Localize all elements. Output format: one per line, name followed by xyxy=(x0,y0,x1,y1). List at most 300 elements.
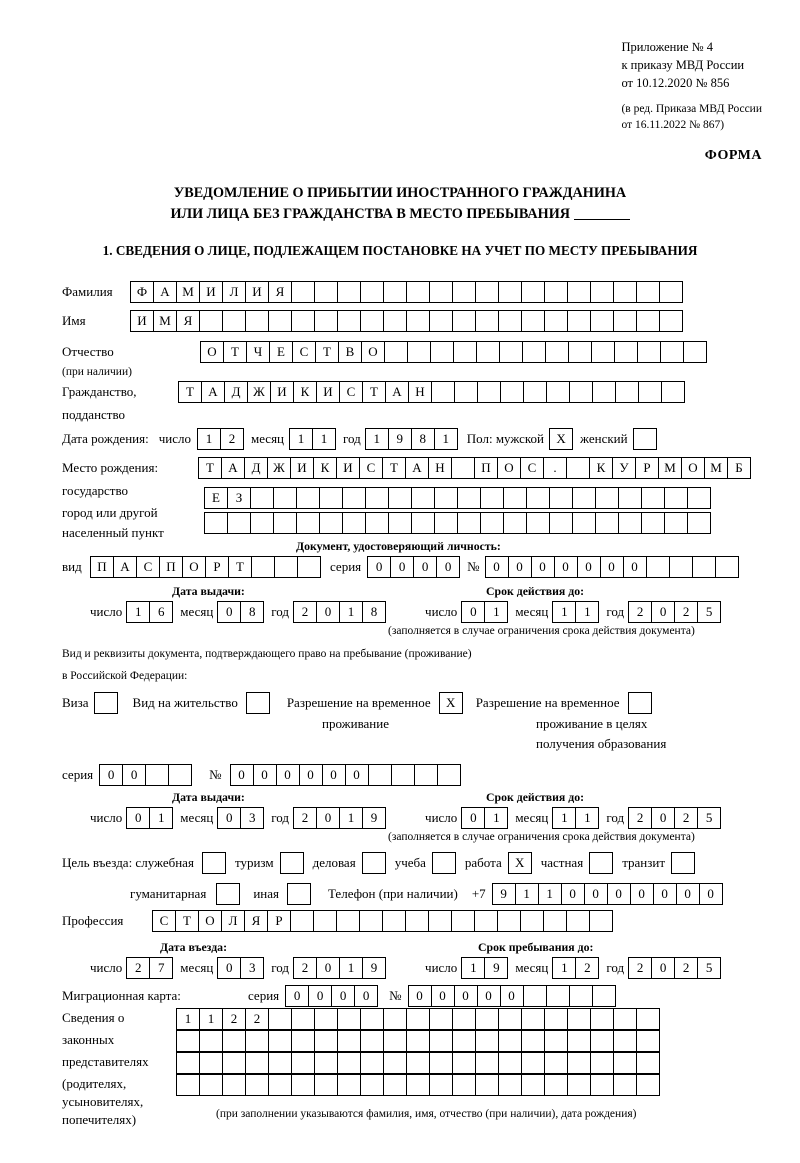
input-cell[interactable] xyxy=(216,883,240,905)
input-cell[interactable] xyxy=(595,487,619,509)
input-cell[interactable]: О xyxy=(200,341,224,363)
input-cell[interactable]: 0 xyxy=(367,556,391,578)
input-cell[interactable]: 2 xyxy=(575,957,599,979)
input-cell[interactable]: О xyxy=(361,341,385,363)
input-cell[interactable]: 0 xyxy=(299,764,323,786)
input-cell[interactable]: 1 xyxy=(484,807,508,829)
input-cell[interactable] xyxy=(406,1030,430,1052)
input-cell[interactable]: 0 xyxy=(413,556,437,578)
input-cell[interactable] xyxy=(391,764,415,786)
input-cell[interactable] xyxy=(291,281,315,303)
input-cell[interactable]: 1 xyxy=(552,601,576,623)
input-cell[interactable]: 7 xyxy=(149,957,173,979)
input-cell[interactable] xyxy=(406,1008,430,1030)
input-cell[interactable]: 0 xyxy=(461,807,485,829)
input-cell[interactable] xyxy=(314,1052,338,1074)
input-cell[interactable] xyxy=(314,1074,338,1096)
input-cell[interactable] xyxy=(592,381,616,403)
input-cell[interactable]: С xyxy=(359,457,383,479)
input-cell[interactable]: А xyxy=(385,381,409,403)
input-cell[interactable] xyxy=(383,1008,407,1030)
input-cell[interactable]: К xyxy=(313,457,337,479)
input-cell[interactable] xyxy=(659,281,683,303)
input-cell[interactable] xyxy=(429,310,453,332)
input-cell[interactable] xyxy=(641,487,665,509)
input-cell[interactable] xyxy=(453,341,477,363)
input-cell[interactable]: О xyxy=(198,910,222,932)
input-cell[interactable] xyxy=(589,910,613,932)
input-cell[interactable] xyxy=(592,985,616,1007)
input-cell[interactable] xyxy=(429,1008,453,1030)
input-cell[interactable] xyxy=(646,556,670,578)
input-cell[interactable]: 1 xyxy=(575,601,599,623)
input-cell[interactable]: 1 xyxy=(575,807,599,829)
input-cell[interactable]: Т xyxy=(198,457,222,479)
input-cell[interactable] xyxy=(383,1074,407,1096)
input-cell[interactable] xyxy=(291,1008,315,1030)
input-cell[interactable] xyxy=(590,281,614,303)
input-cell[interactable] xyxy=(628,692,652,714)
input-cell[interactable]: Ж xyxy=(247,381,271,403)
input-cell[interactable]: 0 xyxy=(461,601,485,623)
input-cell[interactable]: 8 xyxy=(240,601,264,623)
input-cell[interactable]: 0 xyxy=(630,883,654,905)
input-cell[interactable]: 1 xyxy=(461,957,485,979)
input-cell[interactable] xyxy=(638,381,662,403)
input-cell[interactable] xyxy=(497,910,521,932)
input-cell[interactable] xyxy=(452,281,476,303)
input-cell[interactable]: 1 xyxy=(552,807,576,829)
input-cell[interactable]: 0 xyxy=(253,764,277,786)
input-cell[interactable]: 1 xyxy=(199,1008,223,1030)
input-cell[interactable] xyxy=(245,310,269,332)
input-cell[interactable]: 0 xyxy=(308,985,332,1007)
input-cell[interactable] xyxy=(204,512,228,534)
input-cell[interactable]: А xyxy=(153,281,177,303)
input-cell[interactable]: К xyxy=(589,457,613,479)
input-cell[interactable]: А xyxy=(201,381,225,403)
input-cell[interactable]: 1 xyxy=(538,883,562,905)
input-cell[interactable]: 2 xyxy=(293,957,317,979)
input-cell[interactable]: 0 xyxy=(485,556,509,578)
input-cell[interactable]: 0 xyxy=(408,985,432,1007)
input-cell[interactable] xyxy=(687,512,711,534)
input-cell[interactable]: У xyxy=(612,457,636,479)
input-cell[interactable]: 2 xyxy=(628,957,652,979)
input-cell[interactable] xyxy=(659,310,683,332)
input-cell[interactable] xyxy=(590,1030,614,1052)
input-cell[interactable]: 3 xyxy=(240,807,264,829)
input-cell[interactable] xyxy=(613,1074,637,1096)
input-cell[interactable]: И xyxy=(290,457,314,479)
input-cell[interactable]: 1 xyxy=(126,601,150,623)
input-cell[interactable]: 1 xyxy=(339,807,363,829)
input-cell[interactable] xyxy=(429,281,453,303)
input-cell[interactable]: 9 xyxy=(362,957,386,979)
input-cell[interactable] xyxy=(683,341,707,363)
input-cell[interactable]: 1 xyxy=(365,428,389,450)
input-cell[interactable] xyxy=(411,487,435,509)
input-cell[interactable]: 1 xyxy=(149,807,173,829)
input-cell[interactable] xyxy=(360,1074,384,1096)
input-cell[interactable]: 2 xyxy=(628,807,652,829)
input-cell[interactable] xyxy=(615,381,639,403)
input-cell[interactable]: 0 xyxy=(651,601,675,623)
input-cell[interactable]: Л xyxy=(222,281,246,303)
input-cell[interactable] xyxy=(337,310,361,332)
input-cell[interactable]: X xyxy=(508,852,532,874)
input-cell[interactable] xyxy=(526,512,550,534)
input-cell[interactable] xyxy=(591,341,615,363)
input-cell[interactable] xyxy=(407,341,431,363)
input-cell[interactable] xyxy=(475,281,499,303)
input-cell[interactable]: Р xyxy=(205,556,229,578)
input-cell[interactable]: 0 xyxy=(454,985,478,1007)
input-cell[interactable] xyxy=(566,910,590,932)
input-cell[interactable]: 1 xyxy=(197,428,221,450)
input-cell[interactable]: Ж xyxy=(267,457,291,479)
input-cell[interactable] xyxy=(664,512,688,534)
input-cell[interactable] xyxy=(457,487,481,509)
input-cell[interactable] xyxy=(549,512,573,534)
input-cell[interactable] xyxy=(567,310,591,332)
input-cell[interactable] xyxy=(431,381,455,403)
input-cell[interactable]: 0 xyxy=(126,807,150,829)
input-cell[interactable] xyxy=(503,487,527,509)
input-cell[interactable] xyxy=(526,487,550,509)
input-cell[interactable] xyxy=(176,1074,200,1096)
input-cell[interactable]: 1 xyxy=(434,428,458,450)
input-cell[interactable]: 1 xyxy=(515,883,539,905)
input-cell[interactable]: 9 xyxy=(362,807,386,829)
input-cell[interactable] xyxy=(268,1030,292,1052)
input-cell[interactable] xyxy=(671,852,695,874)
input-cell[interactable] xyxy=(590,1052,614,1074)
input-cell[interactable] xyxy=(314,1008,338,1030)
input-cell[interactable]: А xyxy=(221,457,245,479)
input-cell[interactable] xyxy=(168,764,192,786)
input-cell[interactable] xyxy=(268,1008,292,1030)
input-cell[interactable] xyxy=(661,381,685,403)
input-cell[interactable]: . xyxy=(543,457,567,479)
input-cell[interactable] xyxy=(429,1030,453,1052)
input-cell[interactable] xyxy=(498,310,522,332)
input-cell[interactable]: И xyxy=(270,381,294,403)
input-cell[interactable]: 0 xyxy=(477,985,501,1007)
input-cell[interactable] xyxy=(521,1030,545,1052)
input-cell[interactable] xyxy=(359,910,383,932)
input-cell[interactable] xyxy=(411,512,435,534)
input-cell[interactable] xyxy=(475,1030,499,1052)
input-cell[interactable] xyxy=(268,1052,292,1074)
input-cell[interactable] xyxy=(475,1052,499,1074)
input-cell[interactable] xyxy=(475,1008,499,1030)
input-cell[interactable]: Б xyxy=(727,457,751,479)
input-cell[interactable] xyxy=(222,1052,246,1074)
input-cell[interactable] xyxy=(477,381,501,403)
input-cell[interactable] xyxy=(245,1074,269,1096)
input-cell[interactable] xyxy=(641,512,665,534)
input-cell[interactable] xyxy=(406,1074,430,1096)
input-cell[interactable] xyxy=(498,281,522,303)
input-cell[interactable]: 3 xyxy=(240,957,264,979)
input-cell[interactable] xyxy=(452,1074,476,1096)
input-cell[interactable] xyxy=(590,1008,614,1030)
input-cell[interactable] xyxy=(273,512,297,534)
input-cell[interactable] xyxy=(245,1030,269,1052)
input-cell[interactable] xyxy=(176,1052,200,1074)
input-cell[interactable]: 1 xyxy=(552,957,576,979)
input-cell[interactable]: Н xyxy=(428,457,452,479)
input-cell[interactable] xyxy=(291,310,315,332)
input-cell[interactable]: 0 xyxy=(699,883,723,905)
input-cell[interactable] xyxy=(567,1030,591,1052)
input-cell[interactable]: X xyxy=(549,428,573,450)
input-cell[interactable]: П xyxy=(474,457,498,479)
input-cell[interactable]: И xyxy=(199,281,223,303)
input-cell[interactable] xyxy=(522,341,546,363)
input-cell[interactable]: С xyxy=(152,910,176,932)
input-cell[interactable] xyxy=(618,512,642,534)
input-cell[interactable] xyxy=(566,457,590,479)
input-cell[interactable]: 0 xyxy=(600,556,624,578)
input-cell[interactable]: О xyxy=(182,556,206,578)
input-cell[interactable] xyxy=(637,341,661,363)
input-cell[interactable] xyxy=(636,1030,660,1052)
input-cell[interactable]: 0 xyxy=(651,957,675,979)
input-cell[interactable]: 6 xyxy=(149,601,173,623)
input-cell[interactable]: 0 xyxy=(354,985,378,1007)
input-cell[interactable] xyxy=(176,1030,200,1052)
input-cell[interactable] xyxy=(342,512,366,534)
input-cell[interactable]: 1 xyxy=(289,428,313,450)
input-cell[interactable]: 0 xyxy=(322,764,346,786)
input-cell[interactable]: Н xyxy=(408,381,432,403)
input-cell[interactable]: 9 xyxy=(388,428,412,450)
input-cell[interactable] xyxy=(618,487,642,509)
input-cell[interactable] xyxy=(452,1008,476,1030)
input-cell[interactable]: Р xyxy=(635,457,659,479)
input-cell[interactable]: 0 xyxy=(436,556,460,578)
input-cell[interactable]: Р xyxy=(267,910,291,932)
input-cell[interactable]: С xyxy=(136,556,160,578)
input-cell[interactable] xyxy=(543,910,567,932)
input-cell[interactable] xyxy=(406,1052,430,1074)
input-cell[interactable] xyxy=(572,512,596,534)
input-cell[interactable] xyxy=(337,1008,361,1030)
input-cell[interactable] xyxy=(222,1074,246,1096)
input-cell[interactable] xyxy=(636,1008,660,1030)
input-cell[interactable]: 2 xyxy=(126,957,150,979)
input-cell[interactable] xyxy=(476,341,500,363)
input-cell[interactable]: 0 xyxy=(531,556,555,578)
input-cell[interactable] xyxy=(567,1074,591,1096)
input-cell[interactable]: З xyxy=(227,487,251,509)
input-cell[interactable] xyxy=(337,1074,361,1096)
input-cell[interactable] xyxy=(319,512,343,534)
input-cell[interactable] xyxy=(368,764,392,786)
input-cell[interactable] xyxy=(544,310,568,332)
input-cell[interactable] xyxy=(290,910,314,932)
input-cell[interactable] xyxy=(614,341,638,363)
input-cell[interactable] xyxy=(633,428,657,450)
input-cell[interactable]: О xyxy=(497,457,521,479)
input-cell[interactable]: Т xyxy=(315,341,339,363)
input-cell[interactable]: X xyxy=(439,692,463,714)
input-cell[interactable] xyxy=(199,1030,223,1052)
input-cell[interactable] xyxy=(613,1008,637,1030)
input-cell[interactable]: 2 xyxy=(220,428,244,450)
input-cell[interactable] xyxy=(383,1030,407,1052)
input-cell[interactable]: 1 xyxy=(484,601,508,623)
input-cell[interactable] xyxy=(337,1052,361,1074)
input-cell[interactable] xyxy=(314,1030,338,1052)
input-cell[interactable] xyxy=(660,341,684,363)
input-cell[interactable] xyxy=(498,1052,522,1074)
input-cell[interactable] xyxy=(523,381,547,403)
input-cell[interactable] xyxy=(669,556,693,578)
input-cell[interactable]: О xyxy=(681,457,705,479)
input-cell[interactable] xyxy=(567,1008,591,1030)
input-cell[interactable] xyxy=(452,1052,476,1074)
input-cell[interactable] xyxy=(273,487,297,509)
input-cell[interactable] xyxy=(503,512,527,534)
input-cell[interactable] xyxy=(545,341,569,363)
input-cell[interactable] xyxy=(405,910,429,932)
input-cell[interactable]: Д xyxy=(244,457,268,479)
input-cell[interactable] xyxy=(498,1008,522,1030)
input-cell[interactable] xyxy=(569,381,593,403)
input-cell[interactable] xyxy=(199,1052,223,1074)
input-cell[interactable]: 0 xyxy=(577,556,601,578)
input-cell[interactable] xyxy=(549,487,573,509)
input-cell[interactable] xyxy=(451,457,475,479)
input-cell[interactable] xyxy=(365,487,389,509)
input-cell[interactable] xyxy=(280,852,304,874)
input-cell[interactable] xyxy=(314,310,338,332)
input-cell[interactable] xyxy=(430,341,454,363)
input-cell[interactable] xyxy=(414,764,438,786)
input-cell[interactable] xyxy=(544,1052,568,1074)
input-cell[interactable] xyxy=(437,764,461,786)
input-cell[interactable]: М xyxy=(153,310,177,332)
input-cell[interactable]: 0 xyxy=(508,556,532,578)
input-cell[interactable] xyxy=(313,910,337,932)
input-cell[interactable]: С xyxy=(339,381,363,403)
input-cell[interactable]: Я xyxy=(268,281,292,303)
input-cell[interactable]: 0 xyxy=(561,883,585,905)
input-cell[interactable] xyxy=(287,883,311,905)
input-cell[interactable] xyxy=(360,1008,384,1030)
input-cell[interactable] xyxy=(452,1030,476,1052)
input-cell[interactable] xyxy=(227,512,251,534)
input-cell[interactable] xyxy=(222,310,246,332)
input-cell[interactable]: 0 xyxy=(390,556,414,578)
input-cell[interactable] xyxy=(406,281,430,303)
input-cell[interactable]: 0 xyxy=(316,957,340,979)
input-cell[interactable] xyxy=(636,1074,660,1096)
input-cell[interactable]: Т xyxy=(175,910,199,932)
input-cell[interactable]: С xyxy=(292,341,316,363)
input-cell[interactable] xyxy=(291,1074,315,1096)
input-cell[interactable] xyxy=(246,692,270,714)
input-cell[interactable] xyxy=(434,512,458,534)
input-cell[interactable] xyxy=(544,1074,568,1096)
input-cell[interactable]: 0 xyxy=(217,957,241,979)
input-cell[interactable]: Т xyxy=(223,341,247,363)
input-cell[interactable]: И xyxy=(245,281,269,303)
input-cell[interactable]: И xyxy=(130,310,154,332)
input-cell[interactable]: 0 xyxy=(500,985,524,1007)
input-cell[interactable]: Т xyxy=(228,556,252,578)
input-cell[interactable] xyxy=(388,487,412,509)
input-cell[interactable] xyxy=(199,310,223,332)
input-cell[interactable] xyxy=(268,1074,292,1096)
input-cell[interactable]: Д xyxy=(224,381,248,403)
input-cell[interactable]: 2 xyxy=(293,601,317,623)
input-cell[interactable] xyxy=(664,487,688,509)
input-cell[interactable] xyxy=(429,1074,453,1096)
input-cell[interactable] xyxy=(274,556,298,578)
input-cell[interactable] xyxy=(297,556,321,578)
input-cell[interactable] xyxy=(546,985,570,1007)
input-cell[interactable]: А xyxy=(113,556,137,578)
input-cell[interactable]: 0 xyxy=(584,883,608,905)
input-cell[interactable] xyxy=(475,310,499,332)
input-cell[interactable] xyxy=(613,281,637,303)
input-cell[interactable] xyxy=(268,310,292,332)
input-cell[interactable] xyxy=(365,512,389,534)
input-cell[interactable] xyxy=(202,852,226,874)
input-cell[interactable] xyxy=(521,281,545,303)
input-cell[interactable] xyxy=(636,1052,660,1074)
input-cell[interactable]: 1 xyxy=(312,428,336,450)
input-cell[interactable] xyxy=(544,1030,568,1052)
input-cell[interactable] xyxy=(337,281,361,303)
input-cell[interactable] xyxy=(383,281,407,303)
input-cell[interactable] xyxy=(337,1030,361,1052)
input-cell[interactable] xyxy=(521,1008,545,1030)
input-cell[interactable]: П xyxy=(159,556,183,578)
input-cell[interactable]: 0 xyxy=(230,764,254,786)
input-cell[interactable] xyxy=(475,1074,499,1096)
input-cell[interactable] xyxy=(595,512,619,534)
input-cell[interactable]: И xyxy=(336,457,360,479)
input-cell[interactable]: 0 xyxy=(217,601,241,623)
input-cell[interactable] xyxy=(568,341,592,363)
input-cell[interactable] xyxy=(406,310,430,332)
input-cell[interactable] xyxy=(250,512,274,534)
input-cell[interactable] xyxy=(590,310,614,332)
input-cell[interactable]: 0 xyxy=(316,807,340,829)
input-cell[interactable] xyxy=(314,281,338,303)
input-cell[interactable] xyxy=(382,910,406,932)
input-cell[interactable]: 5 xyxy=(697,957,721,979)
input-cell[interactable] xyxy=(613,310,637,332)
input-cell[interactable]: 0 xyxy=(676,883,700,905)
input-cell[interactable]: 2 xyxy=(674,601,698,623)
input-cell[interactable]: 0 xyxy=(285,985,309,1007)
input-cell[interactable] xyxy=(500,381,524,403)
input-cell[interactable]: Т xyxy=(178,381,202,403)
input-cell[interactable]: 2 xyxy=(222,1008,246,1030)
input-cell[interactable] xyxy=(715,556,739,578)
input-cell[interactable]: М xyxy=(658,457,682,479)
input-cell[interactable]: Т xyxy=(382,457,406,479)
input-cell[interactable] xyxy=(199,1074,223,1096)
input-cell[interactable] xyxy=(567,281,591,303)
input-cell[interactable]: Л xyxy=(221,910,245,932)
